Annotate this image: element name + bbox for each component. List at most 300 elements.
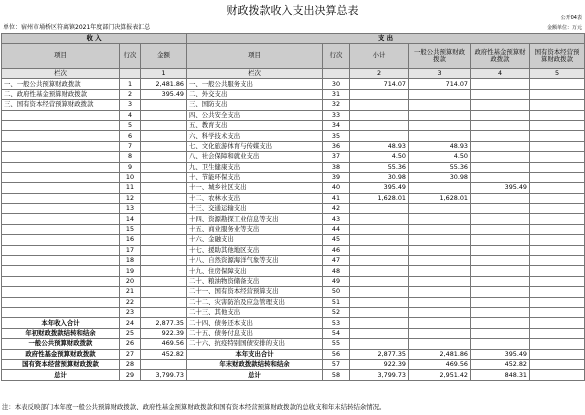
expense-subtotal: 714.07 xyxy=(350,79,409,89)
expense-fund-budget xyxy=(471,193,530,203)
income-line-number: 2 xyxy=(120,89,141,99)
expense-fund-budget xyxy=(471,152,530,162)
expense-item: 二十五、债务付息支出 xyxy=(187,328,323,338)
income-item xyxy=(2,214,120,224)
income-item xyxy=(2,256,120,266)
expense-fund-budget xyxy=(471,120,530,130)
expense-general-budget: 1,628.01 xyxy=(409,193,471,203)
expense-soe-budget xyxy=(530,276,585,286)
income-amount: 2,877.35 xyxy=(141,318,187,328)
expense-line-number: 54 xyxy=(323,328,350,338)
expense-general-budget: 714.07 xyxy=(409,79,471,89)
expense-soe-budget xyxy=(530,256,585,266)
expense-soe-budget xyxy=(530,235,585,245)
income-item xyxy=(2,131,120,141)
col-header-fund-budget: 政府性基金预算财政拨款 xyxy=(471,44,530,69)
income-item xyxy=(2,141,120,151)
expense-line-number: 46 xyxy=(323,245,350,255)
col-header-expense-line: 行次 xyxy=(323,44,350,69)
expense-subtotal xyxy=(350,256,409,266)
expense-subtotal xyxy=(350,89,409,99)
income-line-number: 17 xyxy=(120,245,141,255)
expense-general-budget: 30.98 xyxy=(409,172,471,182)
table-row xyxy=(2,359,585,369)
expense-soe-budget xyxy=(530,204,585,214)
table-row xyxy=(2,370,585,380)
expense-subtotal xyxy=(350,204,409,214)
expense-fund-budget xyxy=(471,318,530,328)
expense-general-budget xyxy=(409,245,471,255)
income-line-number: 21 xyxy=(120,287,141,297)
income-item: 二、政府性基金预算财政拨款 xyxy=(2,89,120,99)
expense-soe-budget xyxy=(530,152,585,162)
income-line-number: 9 xyxy=(120,162,141,172)
table-row xyxy=(2,307,585,317)
expense-subtotal: 2,877.35 xyxy=(350,349,409,359)
income-item: 三、国有资本经营预算财政拨款 xyxy=(2,100,120,110)
table-row xyxy=(2,297,585,307)
table-row xyxy=(2,318,585,328)
expense-general-budget xyxy=(409,256,471,266)
expense-item: 十二、农林水支出 xyxy=(187,193,323,203)
table-row xyxy=(2,193,585,203)
income-item: 一、一般公共预算财政拨款 xyxy=(2,79,120,89)
expense-item: 年末财政拨款结转和结余 xyxy=(187,359,323,369)
expense-general-budget xyxy=(409,214,471,224)
income-item: 政府性基金预算财政拨款 xyxy=(2,349,120,359)
income-line-number: 7 xyxy=(120,141,141,151)
expense-line-number: 57 xyxy=(323,359,350,369)
expense-item: 十四、资源勘探工业信息等支出 xyxy=(187,214,323,224)
expense-subtotal xyxy=(350,224,409,234)
income-amount: 469.56 xyxy=(141,339,187,349)
expense-line-number: 30 xyxy=(323,79,350,89)
expense-subtotal xyxy=(350,110,409,120)
expense-line-number: 38 xyxy=(323,162,350,172)
expense-item: 十三、交通运输支出 xyxy=(187,204,323,214)
income-amount xyxy=(141,183,187,193)
table-row xyxy=(2,172,585,182)
expense-subtotal xyxy=(350,276,409,286)
table-row xyxy=(2,162,585,172)
expense-subtotal: 3,799.73 xyxy=(350,370,409,380)
col-header-general-budget: 一般公共预算财政拨款 xyxy=(409,44,471,69)
income-line-number: 8 xyxy=(120,152,141,162)
expense-subtotal: 4.50 xyxy=(350,152,409,162)
expense-fund-budget xyxy=(471,131,530,141)
expense-general-budget xyxy=(409,339,471,349)
expense-soe-budget xyxy=(530,339,585,349)
expense-item: 二十二、灾害防治及应急管理支出 xyxy=(187,297,323,307)
income-item xyxy=(2,152,120,162)
table-row xyxy=(2,152,585,162)
expense-line-number: 40 xyxy=(323,183,350,193)
expense-fund-budget xyxy=(471,79,530,89)
income-amount xyxy=(141,204,187,214)
expense-item: 十七、援助其他地区支出 xyxy=(187,245,323,255)
expense-fund-budget xyxy=(471,162,530,172)
expense-item: 五、教育支出 xyxy=(187,120,323,130)
expense-general-budget xyxy=(409,224,471,234)
expense-line-number: 41 xyxy=(323,193,350,203)
expense-line-number: 52 xyxy=(323,307,350,317)
income-item xyxy=(2,235,120,245)
expense-general-budget xyxy=(409,266,471,276)
expense-general-budget xyxy=(409,120,471,130)
expense-item: 六、科学技术支出 xyxy=(187,131,323,141)
column-index-2: 2 xyxy=(350,69,409,79)
expense-general-budget xyxy=(409,297,471,307)
col-header-income-line: 行次 xyxy=(120,44,141,69)
expense-item: 九、卫生健康支出 xyxy=(187,162,323,172)
expense-item: 二十四、债务还本支出 xyxy=(187,318,323,328)
expense-general-budget xyxy=(409,204,471,214)
expense-line-number: 39 xyxy=(323,172,350,182)
expense-soe-budget xyxy=(530,287,585,297)
expense-item: 十、节能环保支出 xyxy=(187,172,323,182)
income-amount: 922.39 xyxy=(141,328,187,338)
expense-item: 三、国防支出 xyxy=(187,100,323,110)
expense-item: 七、文化旅游体育与传媒支出 xyxy=(187,141,323,151)
income-amount xyxy=(141,100,187,110)
income-amount xyxy=(141,224,187,234)
table-row xyxy=(2,100,585,110)
expense-item: 二十六、抗疫特别国债安排的支出 xyxy=(187,339,323,349)
income-line-number: 20 xyxy=(120,276,141,286)
reporting-unit: 单位：宿州市埇桥区符离镇2021年度部门决算报表汇总 xyxy=(3,24,151,31)
table-row xyxy=(2,89,585,99)
income-amount xyxy=(141,307,187,317)
expense-general-budget xyxy=(409,328,471,338)
expense-line-number: 43 xyxy=(323,214,350,224)
income-amount xyxy=(141,162,187,172)
expense-line-number: 33 xyxy=(323,110,350,120)
income-amount xyxy=(141,276,187,286)
income-line-number: 1 xyxy=(120,79,141,89)
expense-general-budget xyxy=(409,89,471,99)
expense-item: 一、一般公共服务支出 xyxy=(187,79,323,89)
column-index-label: 栏次 xyxy=(2,69,120,79)
expense-fund-budget xyxy=(471,235,530,245)
income-line-number: 6 xyxy=(120,131,141,141)
income-item xyxy=(2,120,120,130)
income-amount xyxy=(141,287,187,297)
expense-fund-budget: 848.31 xyxy=(471,370,530,380)
income-line-number: 4 xyxy=(120,110,141,120)
expense-soe-budget xyxy=(530,266,585,276)
expense-subtotal xyxy=(350,297,409,307)
expense-fund-budget xyxy=(471,328,530,338)
expense-general-budget xyxy=(409,276,471,286)
expense-line-number: 47 xyxy=(323,256,350,266)
expense-general-budget: 55.36 xyxy=(409,162,471,172)
expense-subtotal xyxy=(350,339,409,349)
expense-soe-budget xyxy=(530,89,585,99)
expense-line-number: 36 xyxy=(323,141,350,151)
expense-fund-budget xyxy=(471,287,530,297)
expense-soe-budget xyxy=(530,100,585,110)
expense-general-budget xyxy=(409,318,471,328)
income-amount xyxy=(141,120,187,130)
income-amount xyxy=(141,131,187,141)
income-amount xyxy=(141,266,187,276)
income-amount: 2,481.86 xyxy=(141,79,187,89)
expense-fund-budget: 395.49 xyxy=(471,349,530,359)
income-amount: 395.49 xyxy=(141,89,187,99)
col-header-expense-item: 项目 xyxy=(187,44,323,69)
expense-soe-budget xyxy=(530,297,585,307)
expense-general-budget: 4.50 xyxy=(409,152,471,162)
expense-subtotal xyxy=(350,266,409,276)
expense-line-number: 45 xyxy=(323,235,350,245)
column-index-3: 3 xyxy=(409,69,471,79)
expense-soe-budget xyxy=(530,370,585,380)
expense-general-budget xyxy=(409,235,471,245)
table-row xyxy=(2,339,585,349)
expense-subtotal xyxy=(350,100,409,110)
income-line-number: 23 xyxy=(120,307,141,317)
expense-soe-budget xyxy=(530,224,585,234)
expense-general-budget: 2,951.42 xyxy=(409,370,471,380)
income-line-number: 11 xyxy=(120,183,141,193)
expense-subtotal xyxy=(350,214,409,224)
table-row xyxy=(2,141,585,151)
income-line-number: 10 xyxy=(120,172,141,182)
income-item xyxy=(2,172,120,182)
expense-subtotal xyxy=(350,328,409,338)
expense-line-number: 49 xyxy=(323,276,350,286)
col-header-soe-budget: 国有资本经营预算财政拨款 xyxy=(530,44,585,69)
expense-soe-budget xyxy=(530,193,585,203)
expense-subtotal xyxy=(350,287,409,297)
expense-soe-budget xyxy=(530,120,585,130)
income-line-number: 18 xyxy=(120,256,141,266)
income-section-header: 收 入 xyxy=(2,34,187,44)
table-row xyxy=(2,131,585,141)
expense-item: 本年支出合计 xyxy=(187,349,323,359)
income-item xyxy=(2,204,120,214)
expense-soe-budget xyxy=(530,318,585,328)
table-row xyxy=(2,256,585,266)
expense-item: 二十三、其他支出 xyxy=(187,307,323,317)
expense-fund-budget xyxy=(471,224,530,234)
income-amount xyxy=(141,297,187,307)
income-item: 年初财政拨款结转和结余 xyxy=(2,328,120,338)
income-line-number: 26 xyxy=(120,339,141,349)
table-row xyxy=(2,204,585,214)
income-amount: 3,799.73 xyxy=(141,370,187,380)
expense-general-budget: 48.93 xyxy=(409,141,471,151)
expense-soe-budget xyxy=(530,328,585,338)
table-row xyxy=(2,214,585,224)
income-line-number: 15 xyxy=(120,224,141,234)
income-line-number: 14 xyxy=(120,214,141,224)
column-index-5: 5 xyxy=(530,69,585,79)
income-item: 国有资本经营预算财政拨款 xyxy=(2,359,120,369)
expense-line-number: 51 xyxy=(323,297,350,307)
expense-soe-budget xyxy=(530,245,585,255)
budget-table xyxy=(1,33,585,381)
expense-soe-budget xyxy=(530,141,585,151)
income-item xyxy=(2,162,120,172)
income-item: 总计 xyxy=(2,370,120,380)
expense-subtotal xyxy=(350,235,409,245)
expense-soe-budget xyxy=(530,131,585,141)
expense-general-budget xyxy=(409,131,471,141)
income-item xyxy=(2,307,120,317)
income-item xyxy=(2,245,120,255)
expense-soe-budget xyxy=(530,110,585,120)
expense-fund-budget xyxy=(471,339,530,349)
income-item xyxy=(2,276,120,286)
expense-line-number: 44 xyxy=(323,224,350,234)
income-amount xyxy=(141,110,187,120)
table-row xyxy=(2,235,585,245)
expense-soe-budget xyxy=(530,183,585,193)
expense-fund-budget: 452.82 xyxy=(471,359,530,369)
expense-subtotal: 922.39 xyxy=(350,359,409,369)
expense-fund-budget xyxy=(471,141,530,151)
expense-line-number: 55 xyxy=(323,339,350,349)
expense-fund-budget xyxy=(471,297,530,307)
page-title: 财政拨款收入支出决算总表 xyxy=(226,4,359,17)
income-item: 一般公共预算财政拨款 xyxy=(2,339,120,349)
income-amount xyxy=(141,141,187,151)
expense-fund-budget xyxy=(471,307,530,317)
column-index-1: 1 xyxy=(141,69,187,79)
expense-fund-budget xyxy=(471,266,530,276)
income-line-number: 29 xyxy=(120,370,141,380)
table-row xyxy=(2,120,585,130)
table-row xyxy=(2,79,585,89)
expense-soe-budget xyxy=(530,349,585,359)
expense-item: 二十一、国有资本经营预算支出 xyxy=(187,287,323,297)
expense-item: 二十、粮油物资储备支出 xyxy=(187,276,323,286)
income-line-number: 13 xyxy=(120,204,141,214)
expense-item: 八、社会保障和就业支出 xyxy=(187,152,323,162)
income-item xyxy=(2,110,120,120)
expense-general-budget xyxy=(409,100,471,110)
expense-subtotal: 30.98 xyxy=(350,172,409,182)
footnote: 注：本表反映部门本年度一般公共预算财政拨款、政府性基金预算财政拨款和国有资本经营预算财政拨款的总收支和年末结转结余情况。 xyxy=(2,403,386,411)
income-line-number: 12 xyxy=(120,193,141,203)
expense-soe-budget xyxy=(530,214,585,224)
expense-item: 二、外交支出 xyxy=(187,89,323,99)
expense-soe-budget xyxy=(530,307,585,317)
expense-subtotal xyxy=(350,120,409,130)
expense-fund-budget xyxy=(471,214,530,224)
table-row xyxy=(2,224,585,234)
income-line-number: 22 xyxy=(120,297,141,307)
expense-item: 十一、城乡社区支出 xyxy=(187,183,323,193)
expense-fund-budget xyxy=(471,256,530,266)
table-row xyxy=(2,287,585,297)
expense-subtotal xyxy=(350,131,409,141)
income-line-number: 5 xyxy=(120,120,141,130)
income-item: 本年收入合计 xyxy=(2,318,120,328)
table-row xyxy=(2,349,585,359)
expense-general-budget xyxy=(409,110,471,120)
form-number: 公开04表 xyxy=(560,15,582,21)
expense-fund-budget xyxy=(471,276,530,286)
expense-line-number: 34 xyxy=(323,120,350,130)
expense-item: 十九、住房保障支出 xyxy=(187,266,323,276)
expense-general-budget xyxy=(409,307,471,317)
expense-fund-budget xyxy=(471,204,530,214)
column-index-label: 栏次 xyxy=(187,69,323,79)
income-line-number: 16 xyxy=(120,235,141,245)
table-row xyxy=(2,328,585,338)
expense-subtotal: 395.49 xyxy=(350,183,409,193)
income-amount xyxy=(141,256,187,266)
expense-soe-budget xyxy=(530,79,585,89)
expense-general-budget xyxy=(409,183,471,193)
income-item xyxy=(2,193,120,203)
expense-fund-budget xyxy=(471,110,530,120)
income-item xyxy=(2,183,120,193)
table-row xyxy=(2,266,585,276)
expense-line-number: 35 xyxy=(323,131,350,141)
money-unit: 金额单位：万元 xyxy=(546,25,582,31)
income-amount xyxy=(141,152,187,162)
income-line-number: 28 xyxy=(120,359,141,369)
expense-fund-budget xyxy=(471,100,530,110)
income-line-number: 27 xyxy=(120,349,141,359)
expense-line-number: 50 xyxy=(323,287,350,297)
income-item xyxy=(2,297,120,307)
expense-fund-budget xyxy=(471,89,530,99)
expense-fund-budget xyxy=(471,245,530,255)
income-amount xyxy=(141,359,187,369)
expense-item: 四、公共安全支出 xyxy=(187,110,323,120)
income-line-number: 24 xyxy=(120,318,141,328)
income-amount xyxy=(141,172,187,182)
income-amount xyxy=(141,214,187,224)
expense-line-number: 56 xyxy=(323,349,350,359)
table-row xyxy=(2,110,585,120)
income-amount xyxy=(141,235,187,245)
expense-fund-budget: 395.49 xyxy=(471,183,530,193)
expense-line-number: 31 xyxy=(323,89,350,99)
income-amount xyxy=(141,193,187,203)
income-line-number: 19 xyxy=(120,266,141,276)
column-index-4: 4 xyxy=(471,69,530,79)
expense-line-number: 37 xyxy=(323,152,350,162)
income-line-number: 25 xyxy=(120,328,141,338)
expense-item: 十八、自然资源海洋气象等支出 xyxy=(187,256,323,266)
expense-fund-budget xyxy=(471,172,530,182)
expense-line-number: 48 xyxy=(323,266,350,276)
expense-line-number: 53 xyxy=(323,318,350,328)
income-amount: 452.82 xyxy=(141,349,187,359)
table-row xyxy=(2,183,585,193)
col-header-amount: 金额 xyxy=(141,44,187,69)
expense-general-budget xyxy=(409,287,471,297)
expense-item: 十五、商业服务业等支出 xyxy=(187,224,323,234)
income-item xyxy=(2,266,120,276)
expense-subtotal xyxy=(350,318,409,328)
expense-subtotal: 1,628.01 xyxy=(350,193,409,203)
expense-soe-budget xyxy=(530,359,585,369)
expense-line-number: 32 xyxy=(323,100,350,110)
expense-subtotal xyxy=(350,245,409,255)
income-item xyxy=(2,287,120,297)
income-item xyxy=(2,224,120,234)
expense-general-budget: 469.56 xyxy=(409,359,471,369)
expense-soe-budget xyxy=(530,162,585,172)
expense-subtotal xyxy=(350,307,409,317)
expense-subtotal: 48.93 xyxy=(350,141,409,151)
